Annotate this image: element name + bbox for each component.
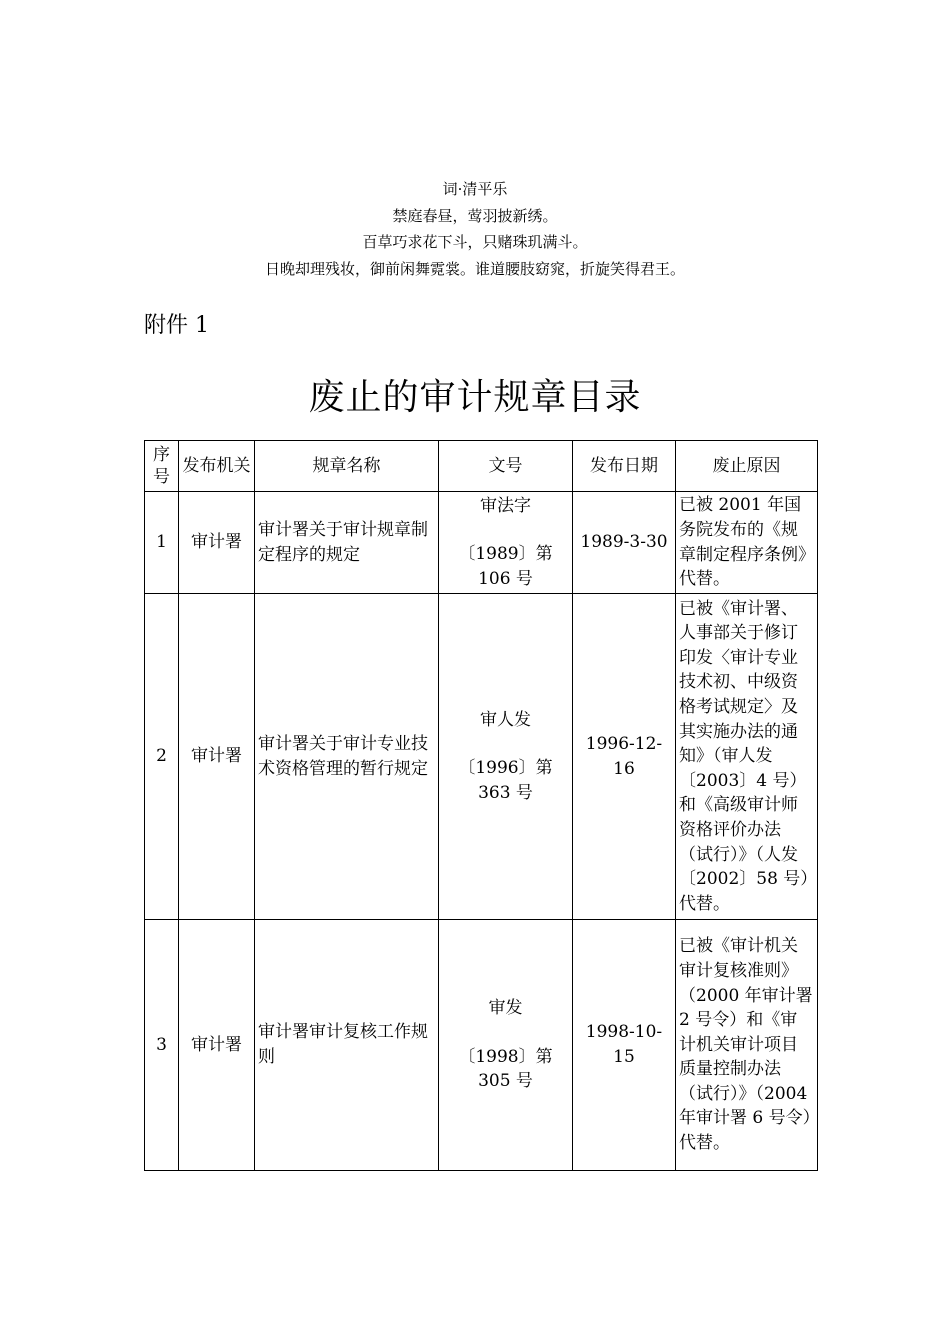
cell-agency: 审计署 (179, 492, 255, 594)
doc-no-number: 〔1989〕第 106 号 (458, 544, 553, 589)
cell-no: 1 (145, 492, 179, 594)
cell-date: 1996-12-16 (573, 594, 676, 920)
annex-text: 附件 (144, 313, 189, 338)
cell-agency: 审计署 (179, 920, 255, 1171)
poem-line: 百草巧求花下斗，只赌珠玑满斗。 (362, 233, 588, 251)
page-title: 废止的审计规章目录 (308, 377, 642, 418)
annex-label (144, 308, 209, 339)
cell-doc-no (439, 492, 573, 594)
doc-no-number: 〔1996〕第 363 号 (458, 758, 553, 803)
cell-doc-no (439, 920, 573, 1171)
doc-no-prefix: 审法字 (480, 495, 531, 516)
cell-reason: 已被 2001 年国务院发布的《规章制定程序条例》代替。 (676, 492, 818, 594)
poem-line: 日晚却理残妆，御前闲舞霓裳。谁道腰肢窈窕，折旋笑得君王。 (264, 259, 685, 278)
header-date: 发布日期 (573, 441, 676, 492)
cell-date: 1989-3-30 (573, 492, 676, 594)
doc-no-prefix: 审发 (488, 998, 523, 1019)
cell-reason: 已被《审计机关审计复核准则》（2000 年审计署 2 号令）和《审计机关审计项目质量控制办法（试行）》（2004 年审计署 6 号令）代替。 (676, 920, 818, 1171)
table-header-row (145, 441, 818, 492)
cell-reason: 已被《审计署、人事部关于修订印发〈审计专业技术初、中级资格考试规定〉及其实施办法的通知》（审人发〔2003〕4 号）和《高级审计师资格评价办法（试行）》（人发〔2002〕58 号）代替。 (676, 594, 818, 920)
cell-name: 审计署关于审计专业技术资格管理的暂行规定 (255, 594, 439, 920)
header-name: 规章名称 (255, 441, 439, 492)
repealed-rules-table (144, 440, 818, 1171)
poem-line: 禁庭春昼，莺羽披新绣。 (392, 206, 558, 225)
table-row (145, 594, 818, 920)
poem (0, 176, 950, 282)
header-agency: 发布机关 (179, 441, 255, 492)
cell-no: 2 (145, 594, 179, 920)
doc-no-number: 〔1998〕第 305 号 (458, 1046, 553, 1092)
header-reason: 废止原因 (676, 441, 818, 492)
annex-number: 1 (195, 313, 210, 338)
cell-doc-no (439, 594, 573, 920)
cell-name: 审计署关于审计规章制定程序的规定 (255, 492, 439, 594)
cell-date: 1998-10-15 (573, 920, 676, 1171)
doc-no-prefix: 审人发 (480, 709, 531, 730)
cell-no: 3 (145, 920, 179, 1171)
table-row (145, 920, 818, 1171)
header-doc-no: 文号 (439, 441, 573, 492)
table-row (145, 492, 818, 594)
cell-agency: 审计署 (179, 594, 255, 920)
header-no: 序号 (145, 441, 179, 492)
cell-name: 审计署审计复核工作规则 (255, 920, 439, 1171)
poem-title: 词·清平乐 (442, 180, 508, 198)
